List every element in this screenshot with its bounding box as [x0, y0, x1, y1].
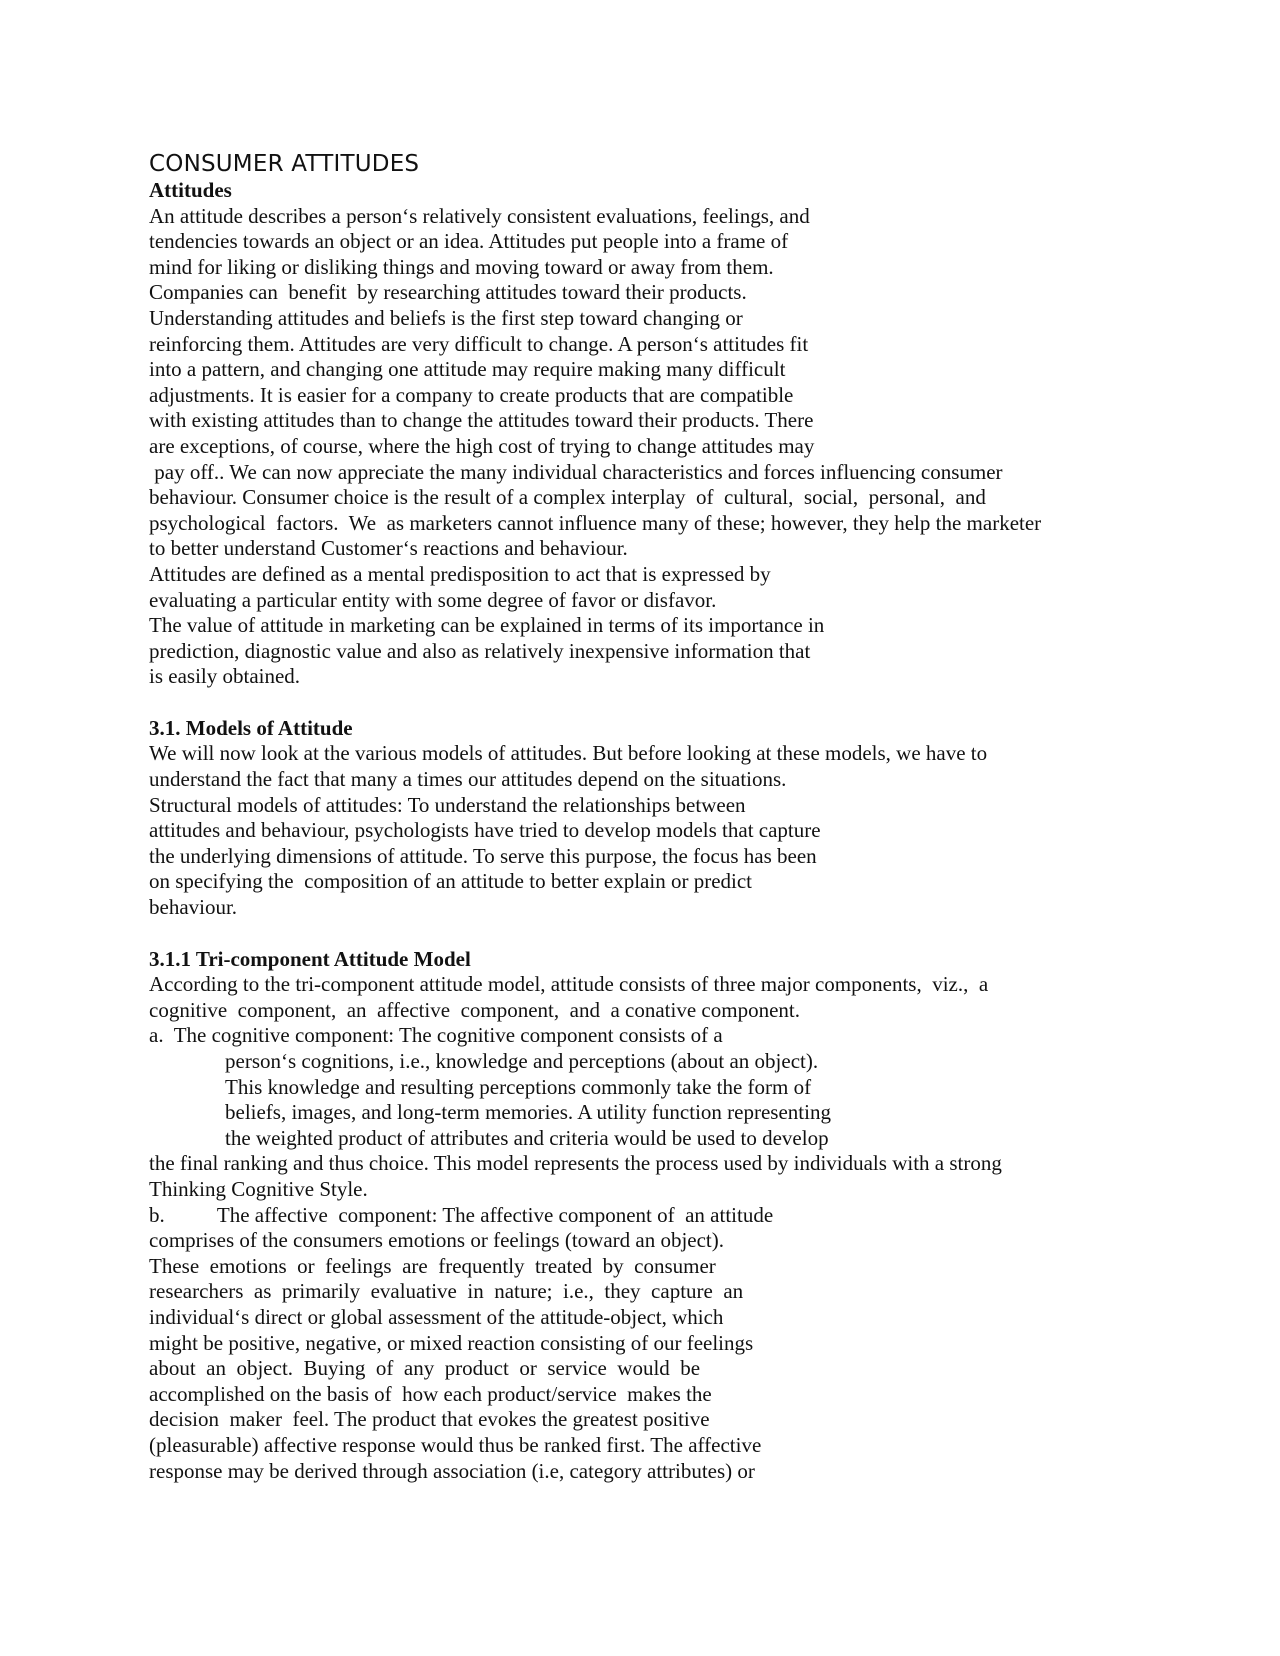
- list-item-affective: b. The affective component: The affective component of an attitude: [149, 1202, 774, 1227]
- paragraph-spacer: [149, 690, 1149, 716]
- paragraph-line: comprises of the consumers emotions or feelings (toward an object).: [149, 1228, 725, 1253]
- paragraph-line: researchers as primarily evaluative in nature; i.e., they capture an: [149, 1279, 744, 1304]
- indented-line: This knowledge and resulting perceptions commonly take the form of: [225, 1074, 812, 1099]
- paragraph-line: (pleasurable) affective response would thus be ranked first. The affective: [149, 1432, 762, 1457]
- paragraph-line: mind for liking or disliking things and moving toward or away from them.: [149, 254, 774, 279]
- section-heading-tri-component: 3.1.1 Tri-component Attitude Model: [149, 946, 471, 971]
- paragraph-line: Understanding attitudes and beliefs is the first step toward changing or: [149, 305, 743, 330]
- indented-line: the weighted product of attributes and criteria would be used to develop: [225, 1125, 829, 1150]
- section-attitudes: [149, 178, 1149, 690]
- paragraph-line: pay off.. We can now appreciate the many individual characteristics and forces influencing consumer: [149, 459, 1003, 484]
- paragraph-line: evaluating a particular entity with some degree of favor or disfavor.: [149, 587, 717, 612]
- indented-line: person‘s cognitions, i.e., knowledge and perceptions (about an object).: [225, 1049, 819, 1073]
- paragraph-line: with existing attitudes than to change the attitudes toward their products. There: [149, 408, 814, 433]
- section-tri-component-model: [149, 947, 1149, 1484]
- paragraph-line: might be positive, negative, or mixed reaction consisting of our feelings: [149, 1330, 754, 1355]
- paragraph-line: individual‘s direct or global assessment of the attitude-object, which: [149, 1304, 724, 1329]
- paragraph-line: is easily obtained.: [149, 664, 301, 689]
- paragraph-line: into a pattern, and changing one attitude may require making many difficult: [149, 357, 786, 382]
- paragraph-line: the final ranking and thus choice. This model represents the process used by individuals with a strong: [149, 1151, 1002, 1176]
- paragraph-line: Thinking Cognitive Style.: [149, 1176, 368, 1201]
- paragraph-line: about an object. Buying of any product or service would be: [149, 1356, 701, 1381]
- paragraph-spacer: [149, 921, 1149, 947]
- paragraph-line: accomplished on the basis of how each product/service makes the: [149, 1381, 712, 1406]
- paragraph-line: The value of attitude in marketing can be explained in terms of its importance in: [149, 613, 825, 638]
- paragraph-line: We will now look at the various models of attitudes. But before looking at these models, we have to: [149, 741, 988, 766]
- paragraph-line: Structural models of attitudes: To understand the relationships between: [149, 792, 746, 817]
- document-body: [149, 150, 1149, 1484]
- paragraph-line: Companies can benefit by researching attitudes toward their products.: [149, 280, 747, 305]
- section-heading-models: 3.1. Models of Attitude: [149, 715, 353, 740]
- paragraph-line: attitudes and behaviour, psychologists have tried to develop models that capture: [149, 818, 821, 843]
- paragraph-line: adjustments. It is easier for a company to create products that are compatible: [149, 382, 794, 407]
- section-models-of-attitude: [149, 716, 1149, 921]
- paragraph-line: are exceptions, of course, where the high cost of trying to change attitudes may: [149, 433, 815, 458]
- paragraph-line: Attitudes are defined as a mental predisposition to act that is expressed by: [149, 561, 771, 586]
- paragraph-line: tendencies towards an object or an idea. Attitudes put people into a frame of: [149, 229, 789, 254]
- paragraph-line: to better understand Customer‘s reactions and behaviour.: [149, 536, 628, 561]
- paragraph-line: An attitude describes a person‘s relatively consistent evaluations, feelings, and: [149, 203, 810, 228]
- document-title: CONSUMER ATTITUDES: [149, 151, 420, 177]
- paragraph-line: response may be derived through association (i.e, category attributes) or: [149, 1458, 755, 1483]
- section-heading-attitudes: Attitudes: [149, 178, 232, 202]
- paragraph-line: prediction, diagnostic value and also as relatively inexpensive information that: [149, 638, 811, 663]
- paragraph-line: According to the tri-component attitude model, attitude consists of three major components, viz., a: [149, 972, 989, 997]
- paragraph-line: decision maker feel. The product that evokes the greatest positive: [149, 1407, 710, 1432]
- paragraph-line: behaviour. Consumer choice is the result of a complex interplay of cultural, social, personal, and: [149, 485, 986, 510]
- list-item-cognitive: a. The cognitive component: The cognitive component consists of a: [149, 1023, 723, 1048]
- paragraph-line: on specifying the composition of an attitude to better explain or predict: [149, 869, 753, 894]
- paragraph-line: cognitive component, an affective component, and a conative component.: [149, 997, 800, 1022]
- indented-line: beliefs, images, and long-term memories. A utility function representing: [225, 1100, 831, 1125]
- paragraph-line: the underlying dimensions of attitude. To serve this purpose, the focus has been: [149, 843, 817, 868]
- paragraph-line: understand the fact that many a times our attitudes depend on the situations.: [149, 767, 787, 792]
- paragraph-line: behaviour.: [149, 895, 238, 920]
- paragraph-line: These emotions or feelings are frequently treated by consumer: [149, 1253, 716, 1278]
- paragraph-line: reinforcing them. Attitudes are very difficult to change. A person‘s attitudes fit: [149, 331, 809, 356]
- paragraph-line: psychological factors. We as marketers cannot influence many of these; however, they help the marketer: [149, 510, 1042, 535]
